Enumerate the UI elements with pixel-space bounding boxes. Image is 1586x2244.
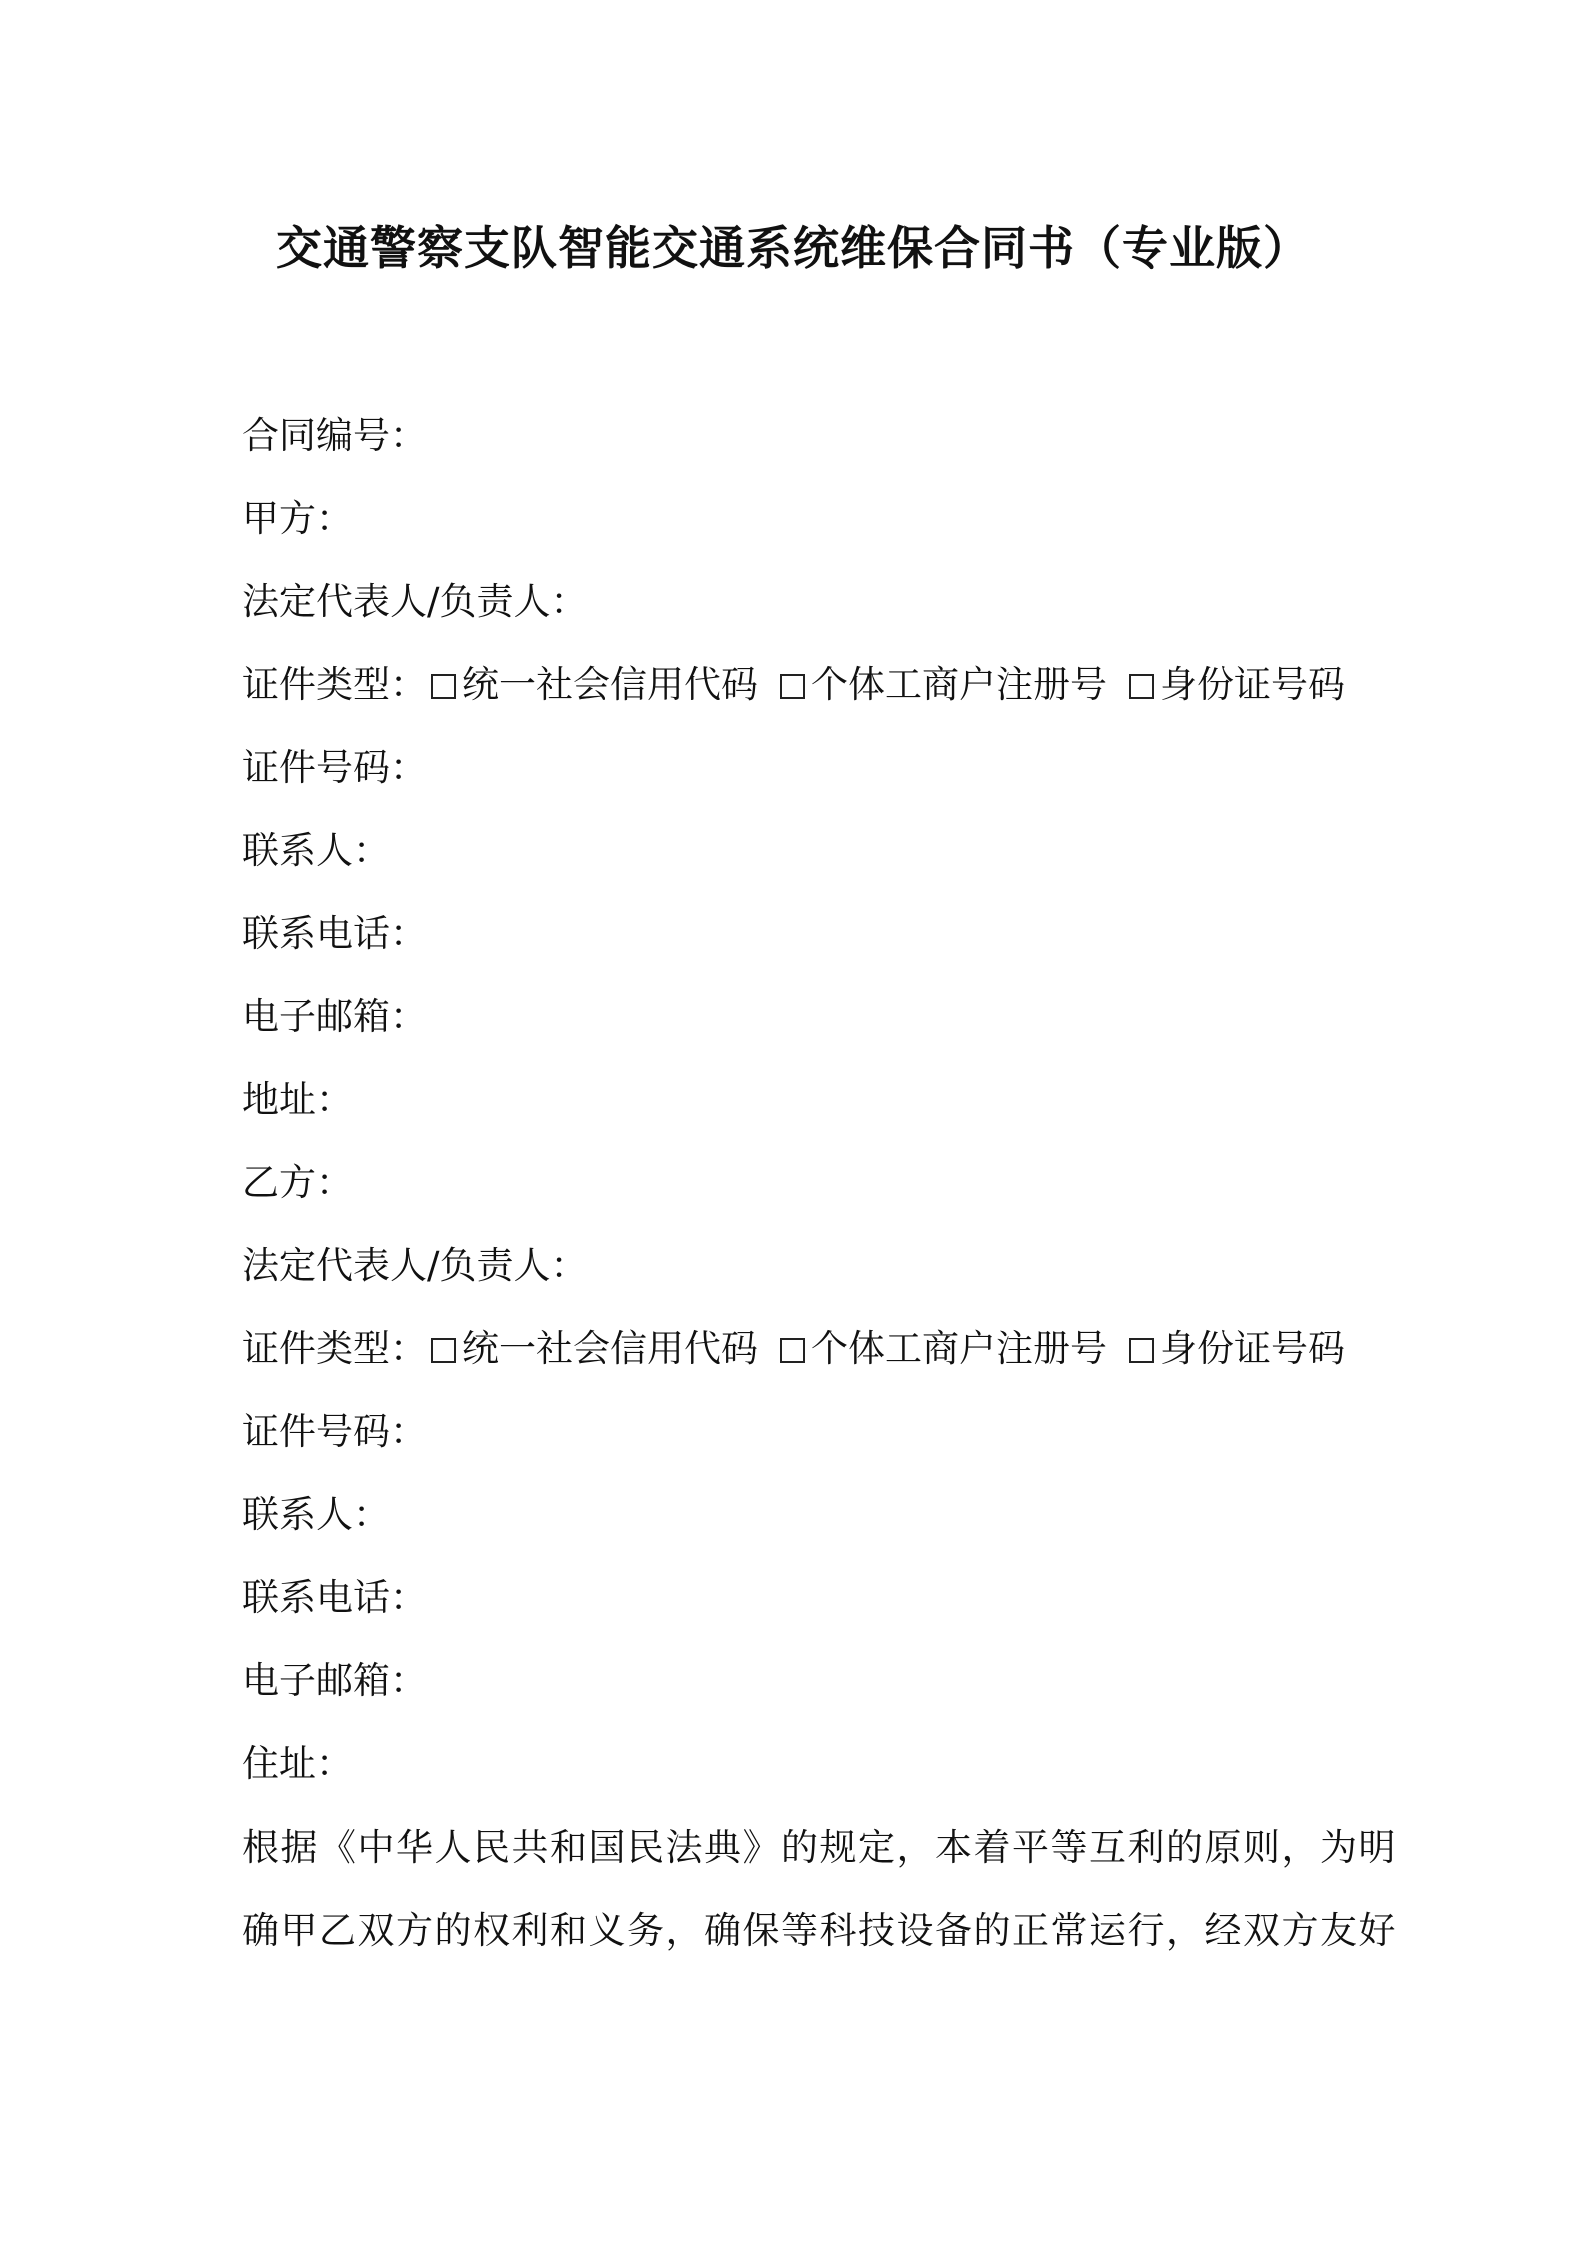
party-a-address-label: 地址：: [242, 1078, 353, 1121]
checkbox-icon[interactable]: [780, 674, 805, 699]
party-b-id-type-label: 证件类型：: [242, 1327, 427, 1370]
party-b-legal-rep-label: 法定代表人/负责人：: [242, 1244, 588, 1287]
party-b-phone-label: 联系电话：: [242, 1576, 427, 1619]
party-a-email-label: 电子邮箱：: [242, 995, 427, 1038]
option-label: 个体工商户注册号: [811, 663, 1107, 706]
party-a-id-type-row: [242, 661, 1363, 709]
checkbox-icon[interactable]: [780, 1338, 805, 1363]
option-label: 身份证号码: [1160, 1327, 1345, 1370]
option-label: 身份证号码: [1160, 663, 1345, 706]
party-a-label: 甲方：: [242, 497, 353, 540]
option-label: 统一社会信用代码: [462, 663, 758, 706]
checkbox-icon[interactable]: [431, 1338, 456, 1363]
party-b-id-option-id-card[interactable]: [1125, 1325, 1345, 1373]
party-a-phone-label: 联系电话：: [242, 912, 427, 955]
party-a-id-option-id-card[interactable]: [1125, 661, 1345, 709]
party-b-id-option-credit-code[interactable]: [427, 1325, 758, 1373]
party-b-email-label: 电子邮箱：: [242, 1659, 427, 1702]
contract-number-label: 合同编号：: [242, 414, 427, 457]
party-b-label: 乙方：: [242, 1161, 353, 1204]
party-b-id-option-business-reg[interactable]: [776, 1325, 1107, 1373]
party-a-legal-rep-label: 法定代表人/负责人：: [242, 580, 588, 623]
preamble-line-2: 确甲乙双方的权利和义务，确保等科技设备的正常运行，经双方友好: [242, 1909, 1397, 1952]
party-b-contact-label: 联系人：: [242, 1493, 390, 1536]
checkbox-icon[interactable]: [431, 674, 456, 699]
preamble-line-1: 根据《中华人民共和国民法典》的规定，本着平等互利的原则，为明: [242, 1826, 1397, 1869]
party-a-id-option-credit-code[interactable]: [427, 661, 758, 709]
party-a-id-option-business-reg[interactable]: [776, 661, 1107, 709]
party-b-id-number-label: 证件号码：: [242, 1410, 427, 1453]
option-label: 统一社会信用代码: [462, 1327, 758, 1370]
party-a-id-number-label: 证件号码：: [242, 746, 427, 789]
option-label: 个体工商户注册号: [811, 1327, 1107, 1370]
checkbox-icon[interactable]: [1129, 1338, 1154, 1363]
preamble-paragraph: [242, 1806, 1397, 1972]
party-b-address-label: 住址：: [242, 1742, 353, 1785]
party-a-contact-label: 联系人：: [242, 829, 390, 872]
party-a-id-type-label: 证件类型：: [242, 663, 427, 706]
document-title: 交通警察支队智能交通系统维保合同书（专业版）: [276, 221, 1310, 275]
party-b-id-type-row: [242, 1325, 1363, 1373]
checkbox-icon[interactable]: [1129, 674, 1154, 699]
